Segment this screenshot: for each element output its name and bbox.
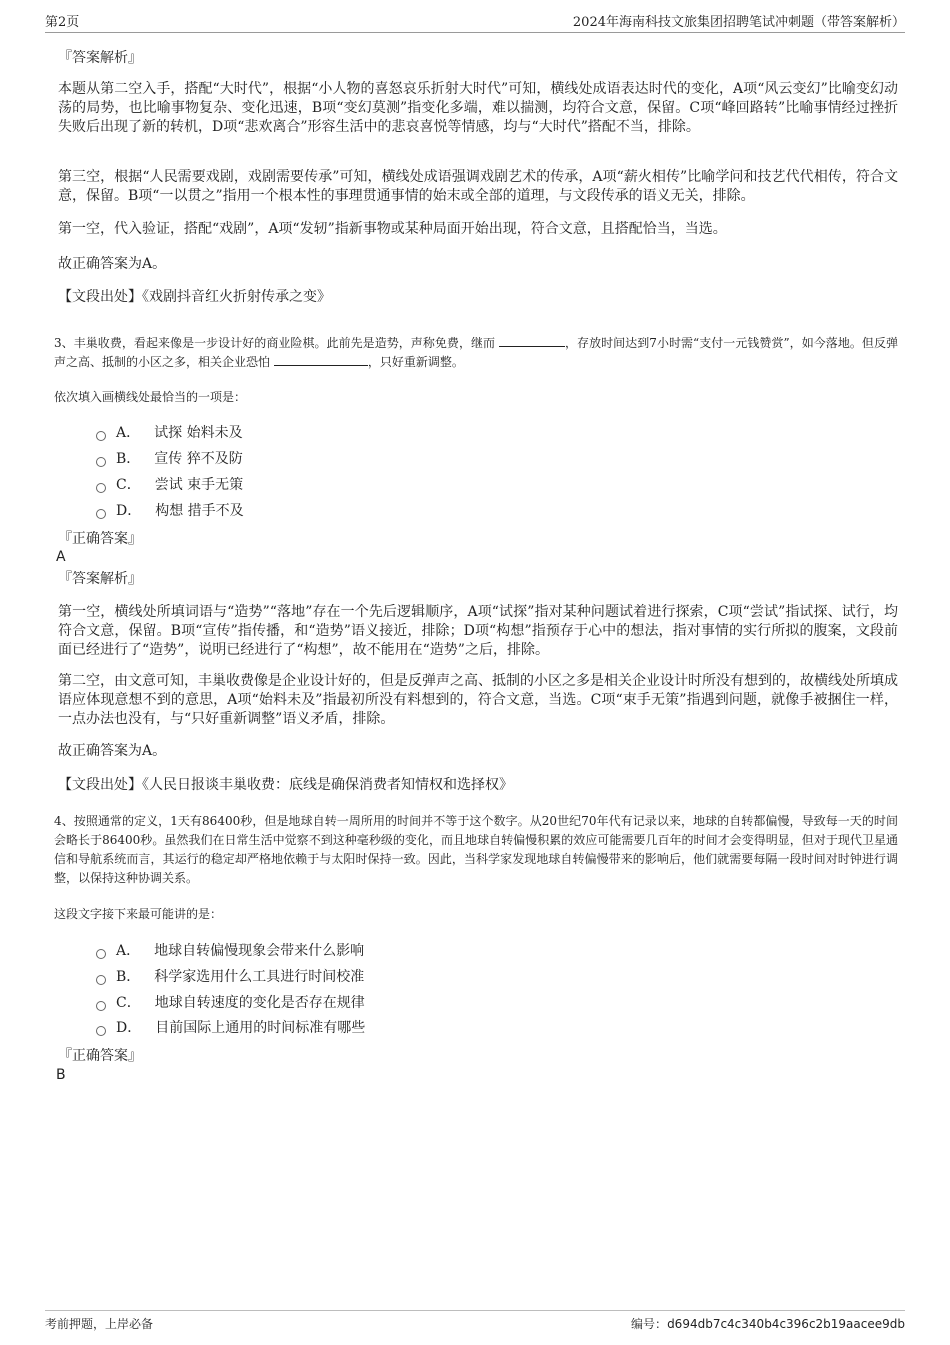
option-a[interactable]: A． 地球自转偏慢现象会带来什么影响: [96, 941, 364, 961]
radio-icon[interactable]: [96, 949, 106, 959]
radio-icon[interactable]: [96, 509, 106, 519]
document-title: 2024年海南科技文旅集团招聘笔试冲刺题（带答案解析）: [572, 15, 905, 30]
analysis-paragraph: 第三空，根据“人民需要戏剧，戏剧需要传承”可知，横线处成语强调戏剧艺术的传承，A项“薪火相传”比喻学问和技艺代代相传，符合文意，保留。B项“一以贯之”指用一个根本性的事理贯通事情的始末或全部的道理，与文段传承的语义无关，排除。: [58, 169, 898, 204]
question-3-text: 3、丰巢收费，看起来像是一步设计好的商业险棋。此前先是造势，声称免费，继而 ，存放时间达到7小时需“支付一元钱赞赏”，如今落地。但反弹声之高、抵制的小区之多，相关企业恐怕 ，只好重新调整。: [54, 336, 898, 369]
page-footer: [45, 1310, 905, 1333]
option-a[interactable]: A． 试探 始料未及: [96, 423, 243, 443]
analysis-label: 『答案解析』: [58, 50, 142, 66]
analysis-paragraph: 本题从第二空入手，搭配“大时代”，根据“小人物的喜怒哀乐折射大时代”可知，横线处成语表达时代的变化，A项“风云变幻”比喻变幻动荡的局势，也比喻事物复杂、变化迅速，B项“变幻莫测”指变化多端，难以揣测，均符合文意，保留。C项“峰回路转”比喻事情经过挫折失败后出现了新的转机，D项“悲欢离合”形容生活中的悲哀喜悦等情感，均与“大时代”搭配不当，排除。: [58, 81, 898, 135]
option-d[interactable]: D． 目前国际上通用的时间标准有哪些: [96, 1018, 365, 1038]
correct-answer: A: [56, 549, 66, 565]
radio-icon[interactable]: [96, 457, 106, 467]
option-c[interactable]: C． 地球自转速度的变化是否存在规律: [96, 993, 365, 1013]
option-d[interactable]: D． 构想 措手不及: [96, 501, 244, 521]
fill-blank: [499, 334, 565, 347]
radio-icon[interactable]: [96, 431, 106, 441]
analysis-paragraph: 第一空，代入验证，搭配“戏剧”，A项“发轫”指新事物或某种局面开始出现，符合文意，且搭配恰当，当选。: [58, 221, 727, 237]
analysis-paragraph: 第一空，横线处所填词语与“造势”“落地”存在一个先后逻辑顺序，A项“试探”指对某种问题试着进行探索，C项“尝试”指试探、试行，均符合文意，保留。B项“宣传”指传播，和“造势”语义接近，排除；D项“构想”指预存于心中的想法，指对事情的实行所拟的腹案，文段前面已经进行了“造势”，说明已经进行了“构想”，故不能用在“造势”之后，排除。: [58, 604, 898, 658]
option-c[interactable]: C． 尝试 束手无策: [96, 475, 243, 495]
radio-icon[interactable]: [96, 975, 106, 985]
question-4-prompt: 这段文字接下来最可能讲的是：: [54, 907, 223, 921]
fill-blank: [274, 353, 368, 366]
source-citation: [58, 776, 513, 794]
question-4-text: 4、按照通常的定义，1天有86400秒，但是地球自转一周所用的时间并不等于这个数字。从20世纪70年代有记录以来，地球的自转都偏慢，导致每一天的时间会略长于86400秒。虽然我们在日常生活中觉察不到这种毫秒级的变化，而且地球自转偏慢积累的效应可能需要几百年的时间才会变得明显，但对于现代卫星通信和导航系统而言，其运行的稳定却严格地依赖于与太阳时保持一致。因此，当科学家发现地球自转偏慢带来的影响后，他们就需要每隔一段时间对时钟进行调整，以保持这种协调关系。: [54, 814, 898, 885]
radio-icon[interactable]: [96, 1026, 106, 1036]
source-label: 【文段出处】: [58, 777, 142, 793]
answer-statement: 故正确答案为A。: [58, 743, 167, 759]
source-title: 《人民日报谈丰巢收费：底线是确保消费者知情权和选择权》: [142, 777, 513, 793]
radio-icon[interactable]: [96, 483, 106, 493]
correct-answer-label: 『正确答案』: [58, 531, 142, 547]
analysis-label: 『答案解析』: [58, 571, 142, 587]
footer-slogan: 考前押题，上岸必备: [45, 1317, 154, 1331]
document-code: 编号：d694db7c4c340b4c396c2b19aacee9db: [631, 1317, 905, 1331]
correct-answer-label: 『正确答案』: [58, 1048, 142, 1064]
question-3-prompt: 依次填入画横线处最恰当的一项是：: [54, 390, 247, 404]
page-number: 第2页: [45, 15, 80, 30]
source-citation: [58, 288, 331, 306]
source-label: 【文段出处】: [58, 289, 142, 305]
radio-icon[interactable]: [96, 1001, 106, 1011]
option-b[interactable]: B． 宣传 猝不及防: [96, 449, 243, 469]
answer-statement: 故正确答案为A。: [58, 256, 167, 272]
correct-answer: B: [56, 1067, 66, 1083]
source-title: 《戏剧抖音红火折射传承之变》: [142, 289, 331, 305]
analysis-paragraph: 第二空，由文意可知，丰巢收费像是企业设计好的，但是反弹声之高、抵制的小区之多是相关企业设计时所没有想到的，故横线处所填成语应体现意想不到的意思，A项“始料未及”指最初所没有料想到的，符合文意，当选。C项“束手无策”指遇到问题，就像手被捆住一样，一点办法也没有，与“只好重新调整”语义矛盾，排除。: [58, 673, 898, 727]
option-b[interactable]: B． 科学家选用什么工具进行时间校准: [96, 967, 364, 987]
